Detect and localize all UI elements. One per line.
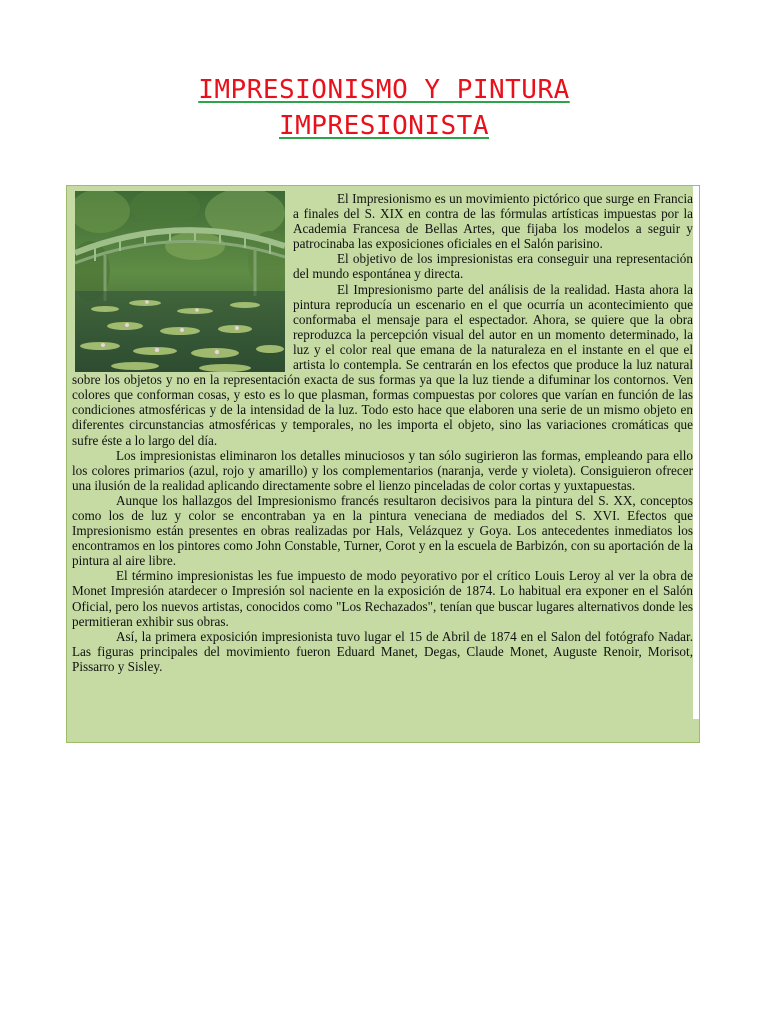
paragraph: El término impresionistas les fue impuesto de modo peyorativo por el crítico Louis Leroy al ver la obra de Monet Impresión atardecer o Impresión sol naciente en la exposición de 1874. Lo habitual era exponer en el Salón Oficial, pero los nuevos artistas, conocidos como "Los Rechazados", tenían que buscar lugares alternativos donde les permitieran exhibir sus obras. (72, 568, 693, 629)
page-title (0, 72, 768, 144)
paragraph: Así, la primera exposición impresionista tuvo lugar el 15 de Abril de 1874 en el Salon del fotógrafo Nadar. Las figuras principales del movimiento fueron Eduard Manet, Degas, Claude Monet, Auguste Renoir, Morisot, Pissarro y Sisley. (72, 628, 693, 674)
panel-edge (693, 186, 699, 719)
title-line-1: IMPRESIONISMO Y PINTURA (198, 75, 570, 105)
article-body (72, 191, 693, 720)
paragraph: Los impresionistas eliminaron los detalles minuciosos y tan sólo sugirieron las formas, empleando para ello los colores primarios (azul, rojo y amarillo) y los complementarios (naranja, verde y violeta). Consiguieron ofrecer una ilusión de la realidad aplicando directamente sobre el lienzo pinceladas de color cortas y yuxtapuestas. (72, 447, 693, 493)
paragraph: El Impresionismo parte del análisis de la realidad. Hasta ahora la pintura reproducía un escenario en el que ocurría un acontecimiento que conformaba el mensaje para el espectador. Ahora, se quiere que la obra reproduzca la percepción visual del autor en un momento determinado, la luz y el color real que emana de la naturaleza en el instante en el que el artista lo contempla. Se centrarán en los efectos que produce la luz natural sobre los objetos y no en la representación exacta de sus formas ya que la luz tiende a difuminar los contornos. Ven colores que conforman cosas, y esto es lo que plasman, formas compuestas por colores que varían en función de las condiciones atmosféricas y de la intensidad de la luz. Todo esto hace que elaboren una serie de un mismo objeto en diferentes circunstancias atmosféricas y temporales, no les importa el objeto, sino las variaciones cromáticas que sufre éste a lo largo del día. (72, 281, 693, 448)
title-line-2: IMPRESIONISTA (279, 111, 489, 141)
article-panel (66, 185, 700, 743)
paragraph: El Impresionismo es un movimiento pictórico que surge en Francia a finales del S. XIX en contra de las fórmulas artísticas impuestas por la Academia Francesa de Bellas Artes, que fijaba los modelos a seguir y patrocinaba las exposiciones oficiales en el Salón parisino. (293, 191, 693, 252)
paragraph: Aunque los hallazgos del Impresionismo francés resultaron decisivos para la pintura del S. XX, conceptos como los de luz y color se encontraban ya en la pintura veneciana de mediados del S. XVI. Efectos que Impresionismo están presentes en obras realizadas por Hals, Velázquez y Goya. Los antecedentes inmediatos los encontramos en los pintores como John Constable, Turner, Corot y en la escuela de Barbizón, con su aportación de la pintura al aire libre. (72, 492, 693, 569)
monet-water-lily-painting (75, 191, 285, 372)
paragraph: El objetivo de los impresionistas era conseguir una representación del mundo espontánea y directa. (293, 251, 693, 282)
